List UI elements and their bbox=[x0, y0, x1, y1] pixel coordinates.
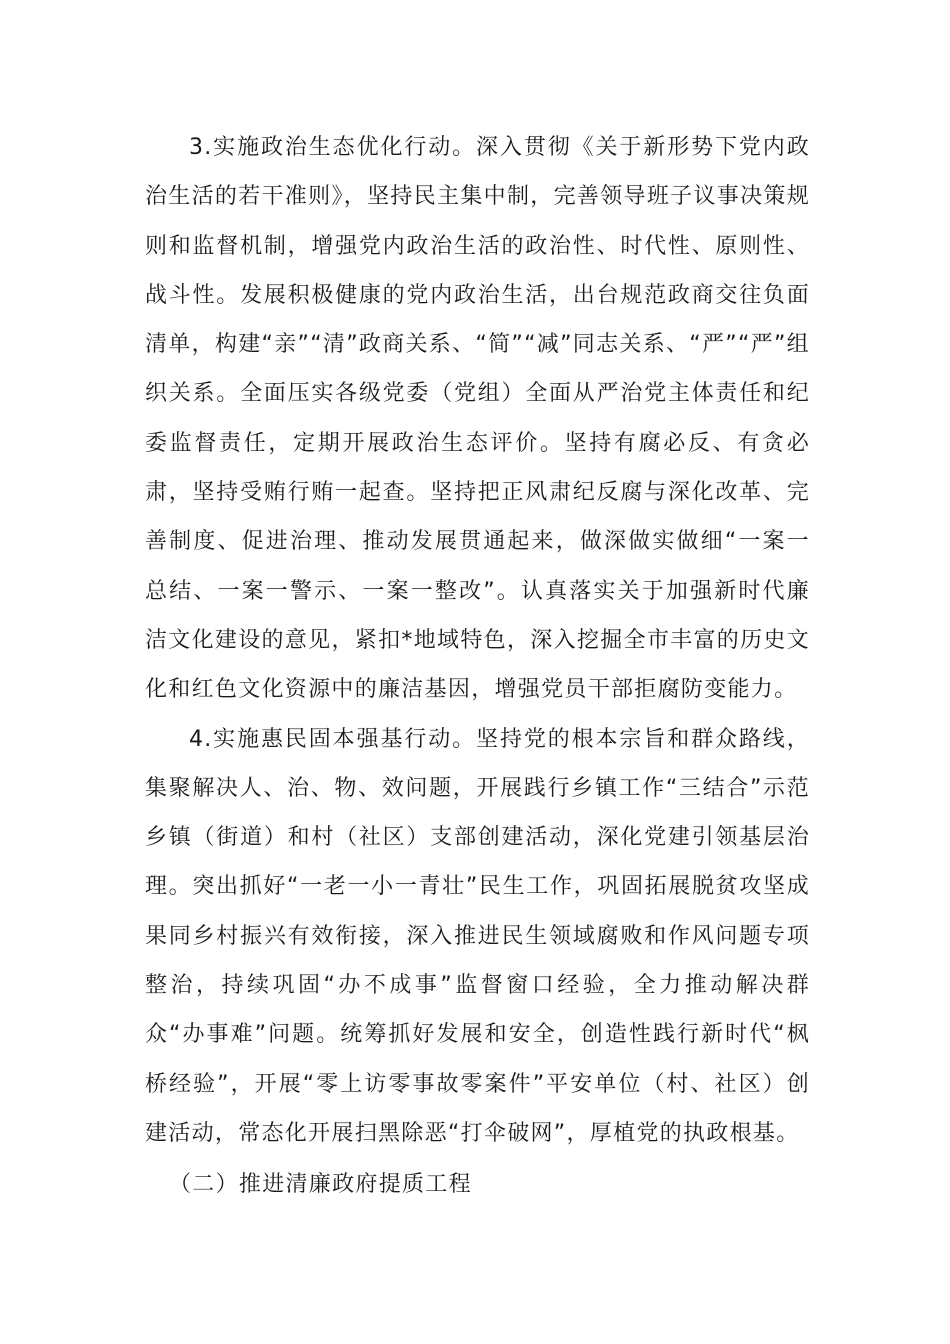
document-body bbox=[145, 123, 810, 1210]
section-heading: （二）推进清廉政府提质工程 bbox=[169, 1172, 472, 1198]
paragraph-people-benefit: 4.实施惠民固本强基行动。坚持党的根本宗旨和群众路线，集聚解决人、治、物、效问题，开展践行乡镇工作“三结合”示范乡镇（街道）和村（社区）支部创建活动，深化党建引领基层治理。突出抓好“一老一小一青壮”民生工作，巩固拓展脱贫攻坚成果同乡村振兴有效衔接，深入推进民生领域腐败和作风问题专项整治，持续巩固“办不成事”监督窗口经验，全力推动解决群众“办事难”问题。统筹抓好发展和安全，创造性践行新时代“枫桥经验”，开展“零上访零事故零案件”平安单位（村、社区）创建活动，常态化开展扫黑除恶“打伞破网”，厚植党的执政根基。 bbox=[145, 726, 810, 1146]
paragraph-political-ecology: 3.实施政治生态优化行动。深入贯彻《关于新形势下党内政治生活的若干准则》，坚持民主集中制，完善领导班子议事决策规则和监督机制，增强党内政治生活的政治性、时代性、原则性、战斗性。发展积极健康的党内政治生活，出台规范政商交往负面清单，构建“亲”“清”政商关系、“简”“减”同志关系、“严”“严”组织关系。全面压实各级党委（党组）全面从严治党主体责任和纪委监督责任，定期开展政治生态评价。坚持有腐必反、有贪必肃，坚持受贿行贿一起查。坚持把正风肃纪反腐与深化改革、完善制度、促进治理、推动发展贯通起来，做深做实做细“一案一总结、一案一警示、一案一整改”。认真落实关于加强新时代廉洁文化建设的意见，紧扣*地域特色，深入挖掘全市丰富的历史文化和红色文化资源中的廉洁基因，增强党员干部拒腐防变能力。 bbox=[145, 135, 810, 703]
